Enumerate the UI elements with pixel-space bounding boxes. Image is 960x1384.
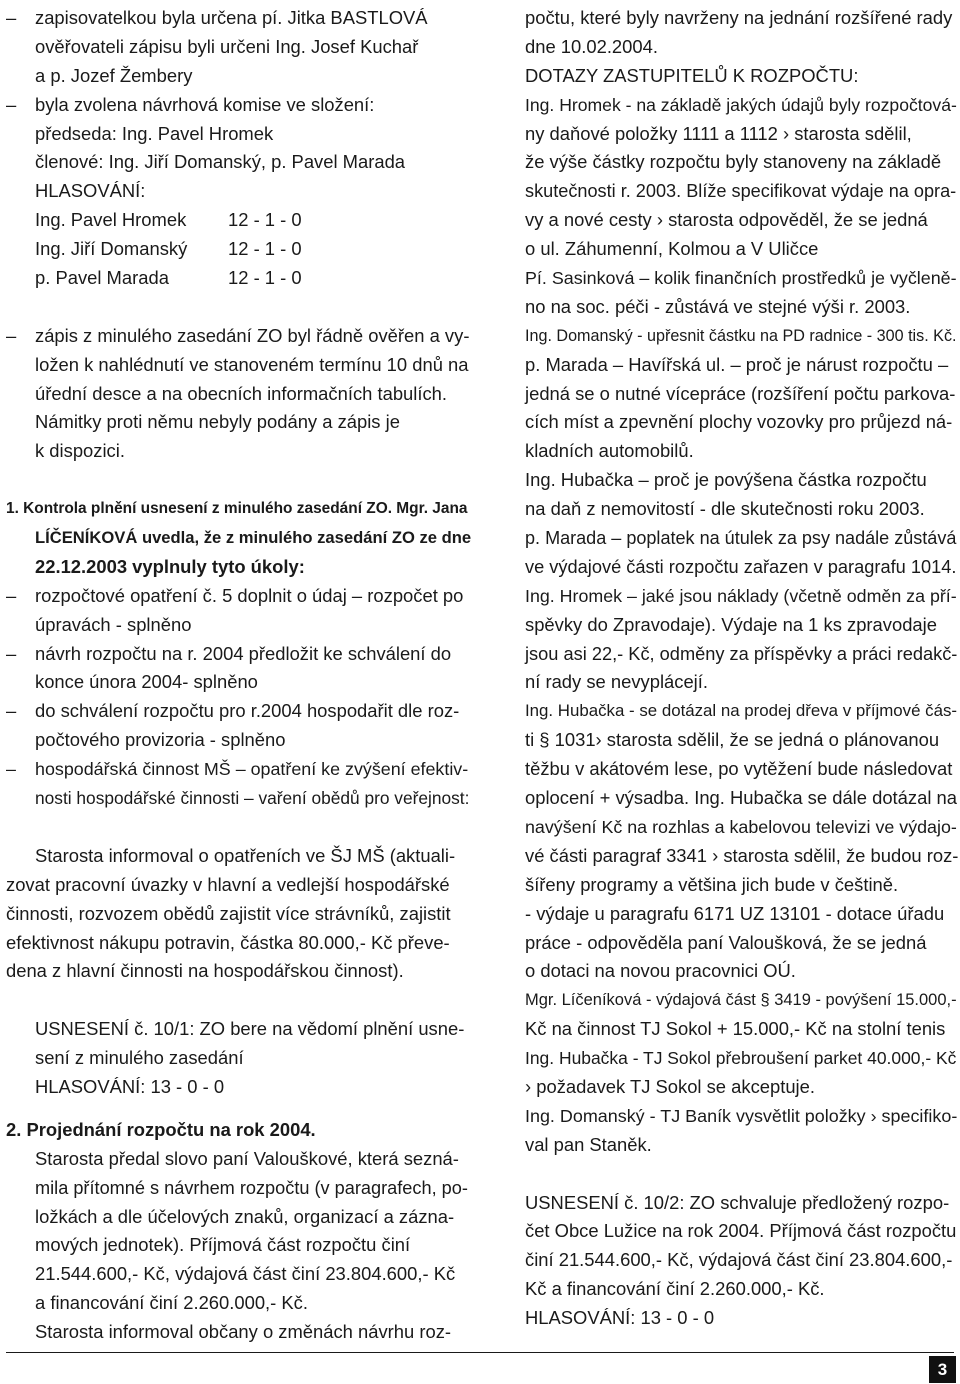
paragraph-line: Pí. Sasinková – kolik finančních prostředků je vyčleně-	[525, 268, 957, 289]
paragraph-line: práce - odpověděla paní Valoušková, že se jedná	[525, 931, 927, 953]
paragraph-line: těžbu v akátovém lese, po vytěžení bude následovat	[525, 758, 953, 780]
paragraph-line: p. Marada – poplatek na útulek za psy nadále zůstává	[525, 528, 957, 549]
paragraph-line: dena z hlavní činnosti na hospodářskou činnost).	[6, 960, 404, 982]
paragraph-line: Ing. Hromek - na základě jakých údajů byly rozpočtová-	[525, 94, 957, 115]
paragraph-line: šířeny programy a většina jich bude v češtině.	[525, 873, 899, 895]
paragraph-line: 21.544.600,- Kč, výdajová část činí 23.804.600,- Kč	[35, 1263, 456, 1285]
list-item-cont: konce února 2004- splněno	[35, 671, 258, 693]
paragraph-line: ti § 1031› starosta sdělil, že se jedná o plánovanou	[525, 729, 940, 751]
paragraph-line: skutečnosti r. 2003. Blíže specifikovat výdaje na opra-	[525, 181, 957, 202]
paragraph-line: no na soc. péči - zůstává ve stejné výši r. 2003.	[525, 295, 911, 317]
paragraph-line: spěvky do Zpravodaje). Výdaje na 1 ks zpravodaje	[525, 613, 937, 635]
footer-rule	[6, 1352, 954, 1353]
paragraph-line: Starosta informoval občany o změnách návrhu roz-	[35, 1321, 452, 1343]
questions-block	[525, 4, 957, 1160]
paragraph-line: p. Marada – Havířská ul. – proč je nárust rozpočtu –	[525, 353, 949, 375]
paragraph-line: navýšení Kč na rozhlas a kabelovou televizi ve výdajo-	[525, 816, 957, 837]
vote-row: Ing. Pavel Hromek 12 - 1 - 0	[35, 209, 302, 231]
resolution-line: čet Obce Lužice na rok 2004. Příjmová část rozpočtu	[525, 1220, 957, 1242]
paragraph-line: jedná se o nutné vícepráce (rozšíření počtu parkova-	[525, 382, 956, 404]
list-item-cont: k dispozici.	[35, 440, 125, 462]
list-item-cont: ložen k nahlédnutí ve stanoveném termínu 10 dnů na	[35, 353, 469, 375]
left-column	[6, 4, 472, 1347]
paragraph-line: Ing. Hubačka – proč je povýšena částka rozpočtu	[525, 469, 927, 491]
paragraph-line: - výdaje u paragrafu 6171 UZ 13101 - dotace úřadu	[525, 902, 945, 924]
paragraph-line: že výše částky rozpočtu byly stanoveny na základě	[525, 151, 942, 173]
paragraph-line: val pan Staněk.	[525, 1133, 652, 1155]
paragraph-line: Starosta předal slovo paní Valouškové, která sezná-	[35, 1147, 459, 1169]
list-item: – hospodářská činnost MŠ – opatření ke zvýšení efektiv-	[6, 759, 469, 780]
list-item: – zapisovatelkou byla určena pí. Jitka BASTLOVÁ	[6, 7, 428, 28]
list-item-cont: předseda: Ing. Pavel Hromek	[35, 122, 274, 144]
resolution-vote: HLASOVÁNÍ: 13 - 0 - 0	[35, 1075, 225, 1097]
paragraph-line: Ing. Domanský - upřesnit částku na PD radnice - 300 tis. Kč.	[525, 326, 957, 345]
paragraph-line: DOTAZY ZASTUPITELŮ K ROZPOČTU:	[525, 64, 859, 86]
resolution-line: činí 21.544.600,- Kč, výdajová část činí 23.804.600,-	[525, 1249, 953, 1271]
paragraph-line: Kč na činnost TJ Sokol + 15.000,- Kč na stolní tenis	[525, 1018, 946, 1040]
paragraph-line: činnosti, rozvozem obědů zajistit více strávníků, zajistit	[6, 902, 451, 924]
list-item: – rozpočtové opatření č. 5 doplnit o údaj – rozpočet po	[6, 584, 464, 606]
paragraph-line: Mgr. Líčeníková - výdajová část § 3419 - povýšení 15.000,-	[525, 991, 957, 1010]
paragraph-line: cích míst a zpevnění plochy vozovky pro průjezd ná-	[525, 411, 953, 433]
list-item-cont: a p. Jozef Žembery	[35, 64, 193, 86]
list-item-cont: Námitky proti němu nebyly podány a zápis je	[35, 411, 400, 433]
resolution-line: USNESENÍ č. 10/2: ZO schvaluje předložený rozpo-	[525, 1191, 950, 1213]
list-item-cont: ověřovateli zápisu byli určeni Ing. Josef Kuchař	[35, 35, 419, 57]
paragraph-line: kladních automobilů.	[525, 440, 694, 462]
list-item-cont: úpravách - splněno	[35, 613, 192, 635]
paragraph-line: o dotaci na novou pracovnici OÚ.	[525, 960, 796, 982]
paragraph-line: mových jednotek). Příjmová část rozpočtu činí	[35, 1234, 411, 1256]
section-heading: 1. Kontrola plnění usnesení z minulého zasedání ZO. Mgr. Jana	[6, 500, 468, 518]
paragraph-line: ní rady se nevyplácejí.	[525, 671, 708, 693]
page-number: 3	[929, 1356, 956, 1383]
right-column	[525, 4, 957, 1333]
list-item-cont: úřední desce a na obecních informačních tabulích.	[35, 382, 448, 404]
list-item: – byla zvolena návrhová komise ve složení:	[6, 93, 375, 115]
paragraph-line: ve výdajové části rozpočtu zařazen v paragrafu 1014.	[525, 555, 957, 577]
list-item: – návrh rozpočtu na r. 2004 předložit ke schválení do	[6, 642, 452, 664]
paragraph-line: Starosta informoval o opatřeních ve ŠJ MŠ (aktuali-	[35, 844, 456, 866]
list-item-cont: počtového provizoria - splněno	[35, 729, 286, 751]
paragraph-line: Ing. Hubačka - TJ Sokol přebroušení parket 40.000,- Kč	[525, 1048, 957, 1069]
paragraph-line: a financování činí 2.260.000,- Kč.	[35, 1292, 308, 1314]
paragraph-line: vé části paragraf 3341 › starosta sdělil, že budou roz-	[525, 844, 959, 866]
paragraph-line: ložkách a dle účelových znaků, organizací a zázna-	[35, 1205, 455, 1227]
resolution-line: sení z minulého zasedání	[35, 1047, 244, 1069]
list-item: – do schválení rozpočtu pro r.2004 hospodařit dle roz-	[6, 700, 460, 722]
paragraph-line: › požadavek TJ Sokol se akceptuje.	[525, 1075, 815, 1097]
vote-row: Ing. Jiří Domanský 12 - 1 - 0	[35, 238, 302, 260]
resolution-line: USNESENÍ č. 10/1: ZO bere na vědomí plnění usne-	[35, 1018, 465, 1040]
vote-row: p. Pavel Marada 12 - 1 - 0	[35, 267, 302, 289]
paragraph-line: počtu, které byly navrženy na jednání rozšířené rady	[525, 7, 953, 28]
paragraph-line: Ing. Domanský - TJ Baník vysvětlit položky › specifiko-	[525, 1105, 958, 1126]
section-heading-cont: 22.12.2003 vyplnuly tyto úkoly:	[35, 555, 305, 577]
paragraph-line: mila přítomné s návrhem rozpočtu (v paragrafech, po-	[35, 1177, 468, 1198]
resolution-line: Kč a financování činí 2.260.000,- Kč.	[525, 1278, 825, 1300]
paragraph-line: o ul. Záhumenní, Kolmou a V Uličce	[525, 238, 819, 260]
paragraph-line: vy a nové cesty › starosta odpověděl, že se jedná	[525, 209, 928, 231]
paragraph-line: na daň z nemovitostí - dle skutečnosti roku 2003.	[525, 498, 925, 520]
paragraph-line: efektivnost nákupu potravin, částka 80.000,- Kč převe-	[6, 931, 450, 953]
paragraph-line: jsou asi 22,- Kč, odměny za příspěvky a práci redakč-	[525, 642, 958, 664]
paragraph-line: dne 10.02.2004.	[525, 35, 658, 57]
vote-heading: HLASOVÁNÍ:	[35, 180, 146, 202]
paragraph-line: zovat pracovní úvazky v hlavní a vedlejší hospodářské	[6, 873, 450, 895]
paragraph-line: ny daňové položky 1111 a 1112 › starosta sdělil,	[525, 122, 912, 144]
paragraph-line: Ing. Hubačka - se dotázal na prodej dřeva v příjmové čás-	[525, 701, 958, 721]
list-item-cont: členové: Ing. Jiří Domanský, p. Pavel Marada	[35, 151, 406, 173]
section-heading-cont: LÍČENÍKOVÁ uvedla, že z minulého zasedání ZO ze dne	[35, 528, 472, 548]
paragraph-line: oplocení + výsadba. Ing. Hubačka se dále dotázal na	[525, 787, 957, 809]
resolution-vote: HLASOVÁNÍ: 13 - 0 - 0	[525, 1307, 715, 1329]
section-heading: 2. Projednání rozpočtu na rok 2004.	[6, 1118, 316, 1140]
list-item: – zápis z minulého zasedání ZO byl řádně ověřen a vy-	[6, 324, 470, 346]
paragraph-line: Ing. Hromek – jaké jsou náklady (včetně odměn za pří-	[525, 585, 957, 606]
list-item-cont: nosti hospodářské činnosti – vaření obědů pro veřejnost:	[35, 788, 470, 809]
